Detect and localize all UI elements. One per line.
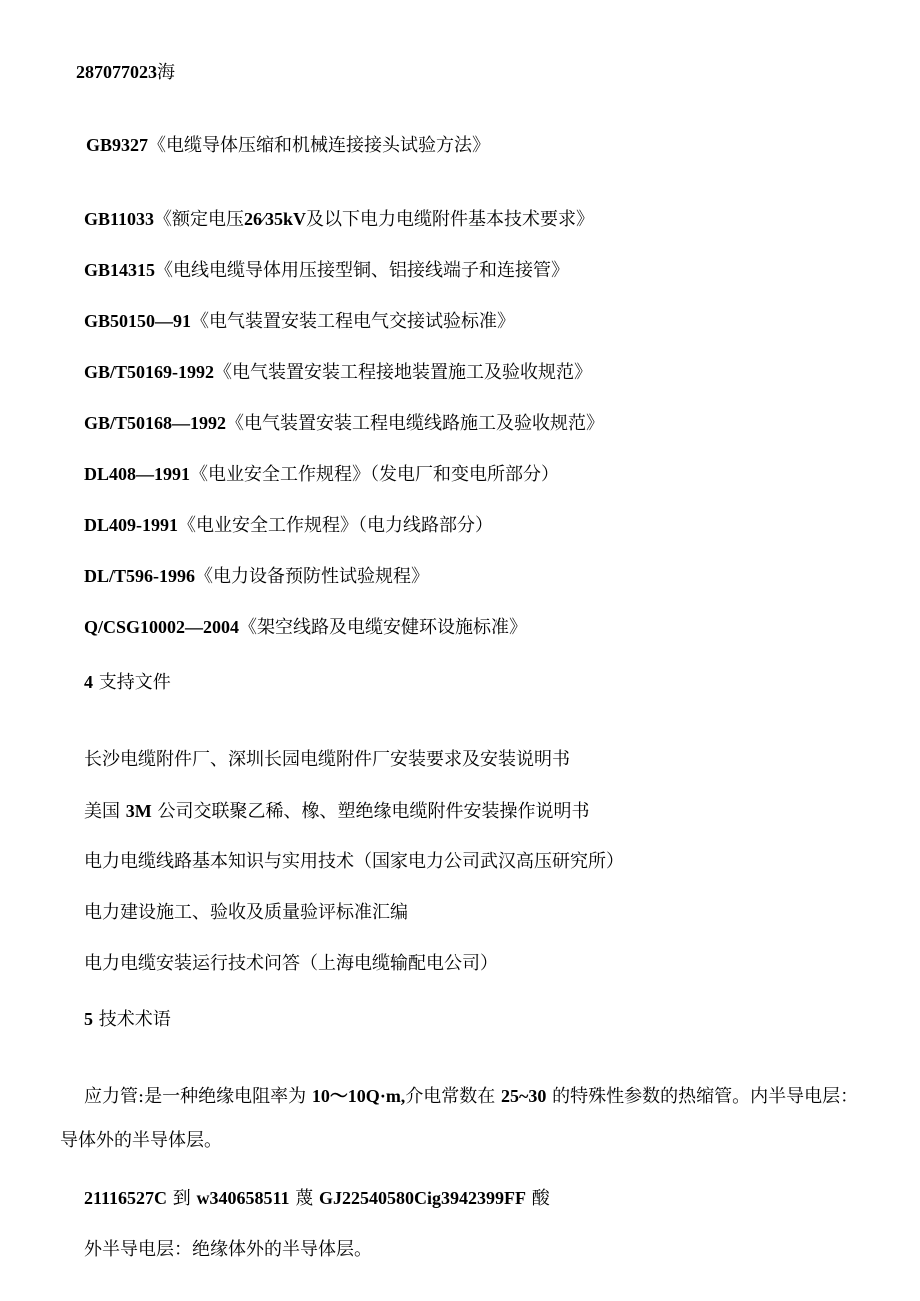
standard-item [84,615,527,640]
support-doc-text: 电力电缆线路基本知识与实用技术（国家电力公司武汉高压研究所） [84,851,624,872]
support-doc-text: 长沙电缆附件厂、深圳长园电缆附件厂安装要求及安装说明书 [84,749,570,770]
standard-code: DL409-1991 [84,515,178,535]
standard-item [86,133,490,158]
section-number: 5 [84,1009,93,1029]
standard-title: 《电业安全工作规程》（发电厂和变电所部分） [190,464,560,485]
code-line [84,1186,550,1211]
standard-title: 《额定电压 [154,209,245,230]
standard-title: 《电气装置安装工程接地装置施工及验收规范》 [214,362,593,383]
section-4-heading [84,670,171,695]
standard-code: GB14315 [84,260,156,280]
support-doc-item [84,952,498,976]
support-doc-brand: 3M [125,801,152,821]
definition-text: 外半导电层：绝缘体外的半导体层。 [84,1239,372,1260]
code-fragment: 21116527C [84,1188,168,1208]
support-doc-text: 美国 [84,801,120,822]
standard-title: 《电气装置安装工程电缆线路施工及验收规范》 [226,413,605,434]
standard-code: DL408—1991 [84,464,191,484]
standard-code: DL/T596-1996 [84,566,196,586]
standard-title: 《架空线路及电缆安健环设施标准》 [239,617,528,638]
standard-item [84,360,592,385]
support-doc-text: 电力建设施工、验收及质量验评标准汇编 [84,902,408,923]
definition-text: 介电常数在 [405,1086,496,1107]
standard-code: GB11033 [84,209,155,229]
section-title: 技术术语 [98,1009,171,1030]
code-text: 酸 [531,1188,550,1209]
standard-code: GB/T50168—1992 [84,413,227,433]
standard-title: 《电业安全工作规程》（电力线路部分） [178,515,493,536]
standard-voltage: 26⁄35kV [244,209,307,229]
stress-tube-definition [60,1074,860,1163]
support-doc-item [84,850,624,874]
code-fragment: w340658511 [196,1188,290,1208]
section-5-heading [84,1007,171,1032]
definition-text: 应力管:是一种绝缘电阻率为 [84,1086,307,1107]
support-doc-item [84,748,570,772]
standard-item [84,411,604,436]
standard-title: 《电缆导体压缩和机械连接接头试验方法》 [148,135,491,156]
standard-item [84,462,559,487]
standard-code: GB/T50169-1992 [84,362,215,382]
header-code: 287077023 [76,62,157,82]
support-doc-text: 电力电缆安装运行技术问答（上海电缆输配电公司） [84,953,498,974]
standard-item [84,564,429,589]
standard-item [84,309,515,334]
standard-title: 及以下电力电缆附件基本技术要求》 [306,209,595,230]
standard-title: 《电气装置安装工程电气交接试验标准》 [191,311,516,332]
support-doc-item [84,901,408,925]
standard-code: GB50150—91 [84,311,192,331]
standard-item [84,207,594,232]
standard-code: GB9327 [86,135,149,155]
header-line [76,60,175,85]
standard-title: 《电线电缆导体用压接型铜、铝接线端子和连接管》 [155,260,570,281]
header-suffix: 海 [157,62,175,83]
code-text: 到 [172,1188,191,1209]
support-doc-text: 公司交联聚乙稀、橡、塑绝缘电缆附件安装操作说明书 [157,801,590,822]
support-doc-item [84,799,589,824]
standard-item [84,513,493,538]
definition-text: 的特殊性参数的热缩管。内半导电层：导体外的半导体层。 [60,1086,859,1151]
section-title: 支持文件 [98,672,171,693]
standard-code: Q/CSG10002—2004 [84,617,240,637]
section-number: 4 [84,672,93,692]
outer-layer-definition [84,1238,372,1262]
standard-item [84,258,569,283]
permittivity-value: 25~30 [501,1086,547,1106]
code-text: 蔑 [295,1188,314,1209]
standard-title: 《电力设备预防性试验规程》 [195,566,430,587]
code-fragment: GJ22540580Cig3942399FF [318,1188,526,1208]
resistivity-value: 10～10Q·m, [311,1086,406,1106]
